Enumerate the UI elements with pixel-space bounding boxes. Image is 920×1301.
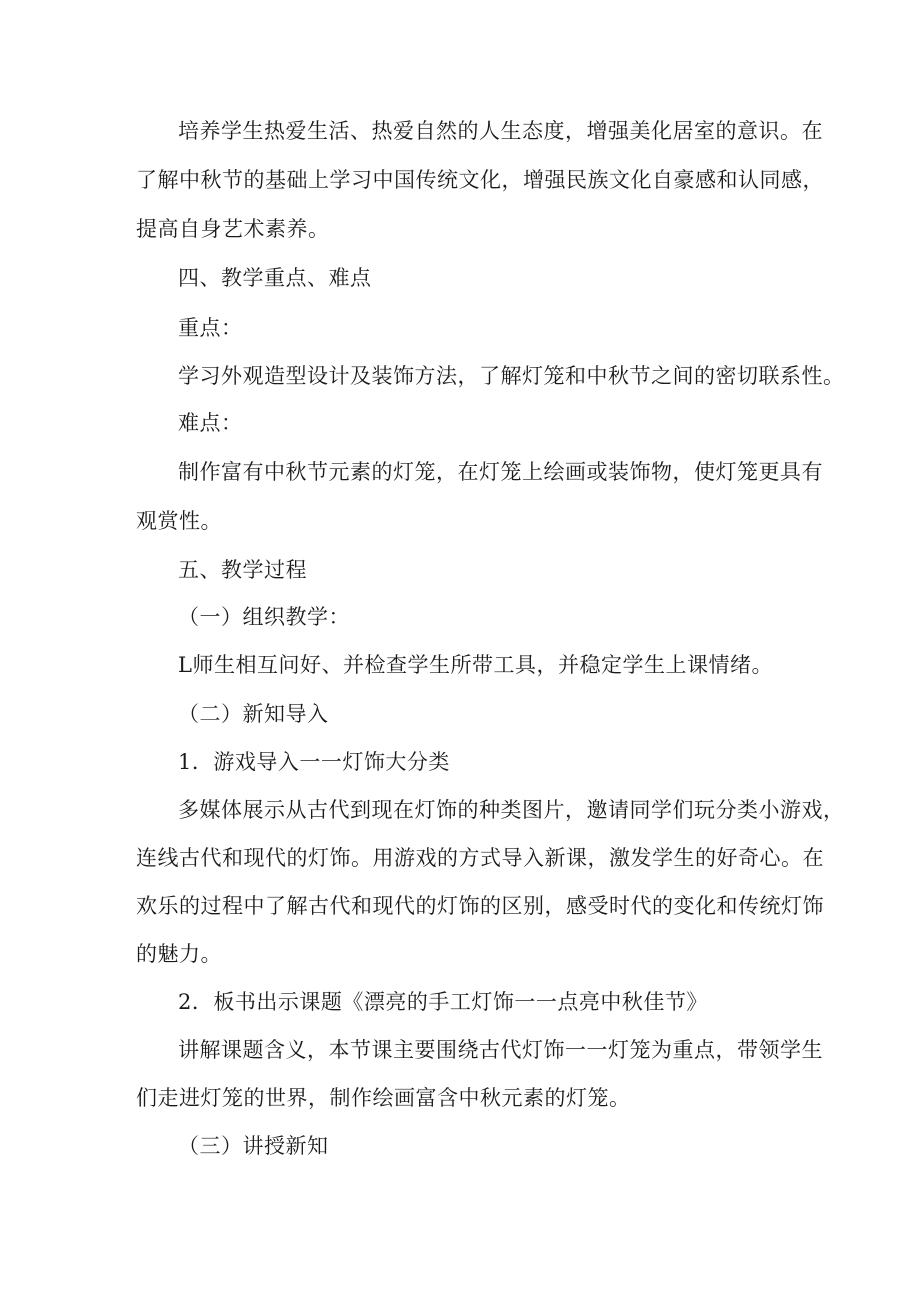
numbered-item-2: 2．板书出示课题《漂亮的手工灯饰一一点亮中秋佳节》 — [178, 990, 708, 1014]
subsection-heading-1: （一）组织教学： — [178, 605, 350, 629]
paragraph-line: 讲解课题含义，本节课主要围绕古代灯饰一一灯笼为重点，带领学生 — [178, 1038, 823, 1062]
subsection-heading-3: （三）讲授新知 — [178, 1134, 329, 1158]
paragraph-line: 观赏性。 — [136, 509, 222, 533]
section-heading-4: 四、教学重点、难点 — [178, 266, 372, 290]
section-heading-5: 五、教学过程 — [178, 558, 307, 582]
subheading-difficulties: 难点： — [178, 411, 243, 435]
paragraph-line: 们走进灯笼的世界，制作绘画富含中秋元素的灯笼。 — [136, 1086, 631, 1110]
paragraph-line: L师生相互问好、并检查学生所带工具，并稳定学生上课情绪。 — [178, 653, 773, 677]
subsection-heading-2: （二）新知导入 — [178, 702, 329, 726]
subheading-key-points: 重点： — [178, 316, 243, 340]
paragraph-line: 的魅力。 — [136, 942, 222, 966]
paragraph-line: 连线古代和现代的灯饰。用游戏的方式导入新课，激发学生的好奇心。在 — [136, 846, 824, 870]
paragraph-line: 制作富有中秋节元素的灯笼，在灯笼上绘画或装饰物，使灯笼更具有 — [178, 460, 823, 484]
paragraph-line: 培养学生热爱生活、热爱自然的人生态度，增强美化居室的意识。在 — [178, 119, 823, 143]
paragraph-line: 了解中秋节的基础上学习中国传统文化，增强民族文化自豪感和认同感， — [136, 168, 824, 192]
paragraph-line: 学习外观造型设计及装饰方法，了解灯笼和中秋节之间的密切联系性。 — [178, 364, 845, 388]
numbered-item-1: 1．游戏导入一一灯饰大分类 — [178, 750, 450, 774]
paragraph-line: 多媒体展示从古代到现在灯饰的种类图片，邀请同学们玩分类小游戏， — [178, 798, 845, 822]
paragraph-line: 欢乐的过程中了解古代和现代的灯饰的区别，感受时代的变化和传统灯饰 — [136, 894, 824, 918]
paragraph-line: 提高自身艺术素养。 — [136, 217, 330, 241]
